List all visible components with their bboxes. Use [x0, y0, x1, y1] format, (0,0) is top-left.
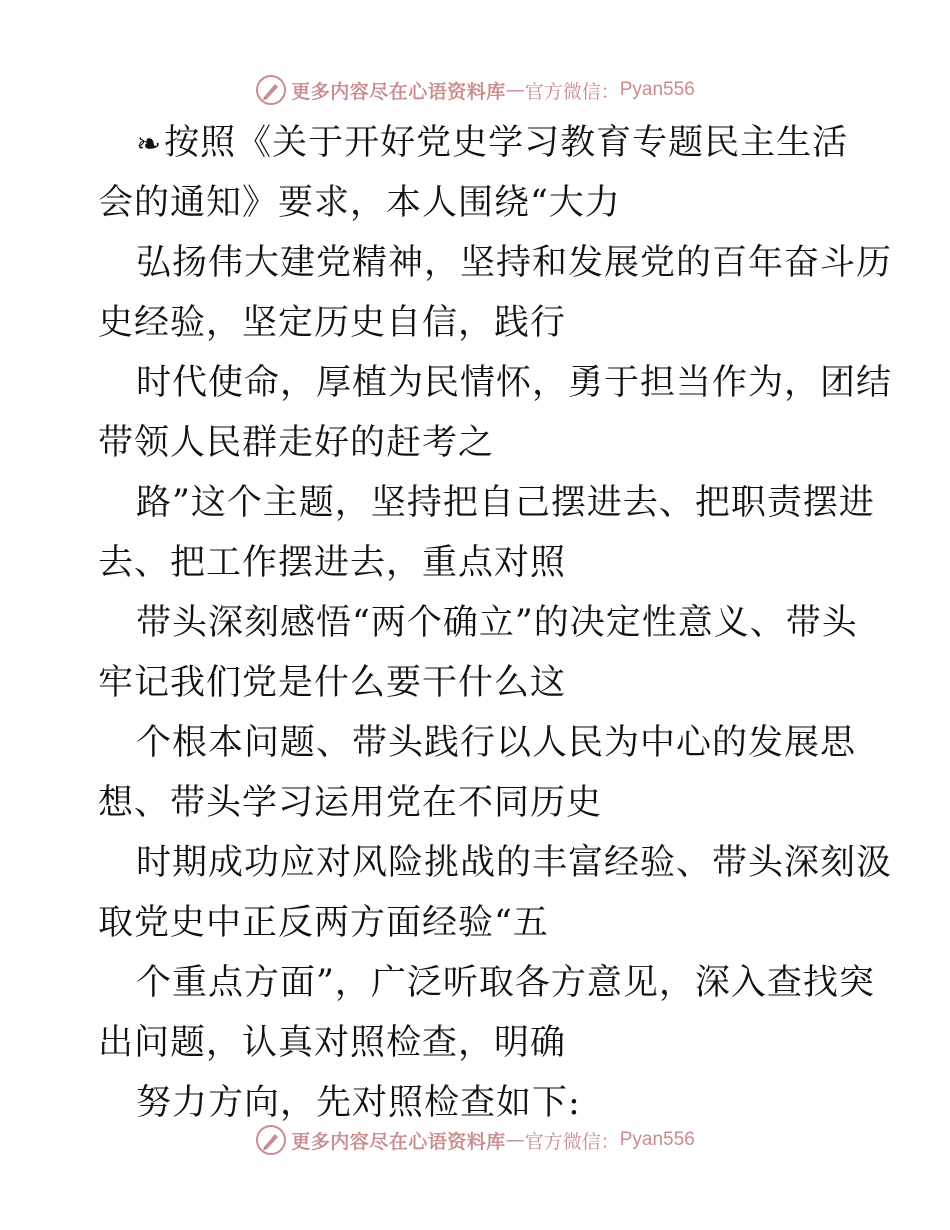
watermark-label: 官方微信：: [524, 1130, 620, 1153]
text-line-7: 路”这个主题，坚持把自己摆进去、把职责摆进: [136, 483, 875, 523]
text-line-14: 取党史中正反两方面经验“五: [98, 903, 549, 943]
text-line-17: 努力方向，先对照检查如下:: [136, 1083, 581, 1123]
pen-logo-icon: [255, 1124, 287, 1156]
text-line-16: 出问题，认真对照检查，明确: [98, 1023, 567, 1063]
text-line-1: [136, 118, 848, 168]
text-line-11: 个根本问题、带头践行以人民为中心的发展思: [136, 723, 857, 763]
text-line-4: 史经验，坚定历史自信，践行: [98, 303, 567, 343]
watermark-label: 官方微信：: [524, 80, 620, 103]
text-line-10: 牢记我们党是什么要干什么这: [98, 663, 567, 703]
text-line-2: 会的通知》要求，本人围绕“大力: [98, 183, 621, 223]
header-watermark: [0, 70, 950, 110]
watermark-id: Pyan556: [619, 79, 695, 100]
watermark-separator: —: [505, 79, 525, 101]
text-line-6: 带领人民群走好的赶考之: [98, 423, 495, 463]
footer-watermark: [0, 1120, 950, 1160]
text-line-15: 个重点方面”，广泛听取各方意见，深入查找突: [136, 963, 875, 1003]
text-line-13: 时期成功应对风险挑战的丰富经验、带头深刻汲: [136, 843, 893, 883]
watermark-separator: —: [505, 1129, 525, 1151]
watermark-id: Pyan556: [619, 1129, 695, 1150]
text-line-3: 弘扬伟大建党精神，坚持和发展党的百年奋斗历: [136, 243, 893, 283]
text-line-8: 去、把工作摆进去，重点对照: [98, 543, 567, 583]
fleuron-ornament-icon: ❧: [136, 127, 163, 162]
watermark-main-text: 更多内容尽在心语资料库: [291, 1130, 506, 1153]
watermark-main-text: 更多内容尽在心语资料库: [291, 80, 506, 103]
text-line-9: 带头深刻感悟“两个确立”的决定性意义、带头: [136, 603, 858, 643]
text-line-1-content: 按照《关于开好党史学习教育专题民主生活: [164, 123, 849, 163]
text-line-12: 想、带头学习运用党在不同历史: [98, 783, 603, 823]
text-line-5: 时代使命，厚植为民情怀，勇于担当作为，团结: [136, 363, 893, 403]
pen-logo-icon: [255, 74, 287, 106]
